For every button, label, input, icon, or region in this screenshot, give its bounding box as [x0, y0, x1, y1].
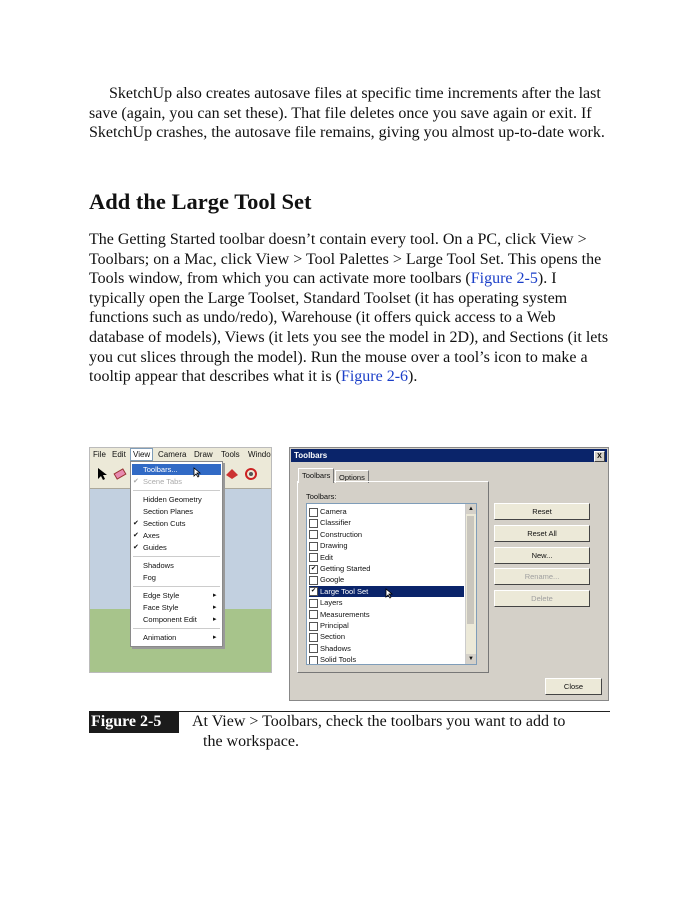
reset-button[interactable]: Reset — [494, 503, 590, 520]
toolbars-dialog — [289, 447, 609, 701]
menu-item-guides[interactable]: ✔ Guides — [143, 542, 167, 553]
eraser-icon[interactable] — [112, 466, 128, 482]
follow-me-icon[interactable] — [224, 466, 240, 482]
toolbar-list-item[interactable] — [309, 586, 464, 597]
menubar — [90, 448, 271, 462]
menu-file[interactable]: File — [93, 450, 106, 459]
toolbar-list-item-label: Section — [320, 632, 346, 642]
toolbar-list-item[interactable] — [309, 529, 464, 540]
scroll-up-icon[interactable]: ▲ — [466, 504, 476, 514]
checkbox-icon[interactable] — [309, 530, 318, 539]
select-arrow-icon[interactable] — [94, 466, 110, 482]
delete-button: Delete — [494, 590, 590, 607]
checkbox-icon[interactable] — [309, 576, 318, 585]
toolbar-list-item[interactable] — [309, 654, 464, 665]
checkbox-icon[interactable] — [309, 519, 318, 528]
menu-tools[interactable]: Tools — [221, 450, 240, 459]
toolbar-list-item-label: Large Tool Set — [320, 586, 369, 596]
checkbox-icon[interactable] — [309, 656, 318, 665]
toolbar-list-item-label: Edit — [320, 552, 333, 562]
menu-item-axes[interactable]: ✔ Axes — [143, 530, 160, 541]
dialog-titlebar — [291, 449, 607, 462]
toolbar-list-item[interactable] — [309, 643, 464, 654]
toolbar-list-item-label: Principal — [320, 621, 349, 630]
close-icon[interactable]: X — [594, 451, 605, 462]
menu-item-face-style[interactable]: Face Style ▸ — [143, 602, 178, 613]
toolbar-list-item[interactable] — [309, 552, 464, 563]
view-menu-screenshot — [89, 447, 272, 673]
checkbox-icon[interactable] — [309, 633, 318, 642]
caption-line-1: At View > Toolbars, check the toolbars you want to add to — [192, 713, 566, 730]
toolbar-list-item[interactable] — [309, 540, 464, 551]
toolbar-list-item[interactable] — [309, 574, 464, 585]
toolbars-list[interactable] — [306, 503, 477, 665]
toolbar-list-item-label: Camera — [320, 507, 347, 516]
checkbox-icon[interactable] — [309, 508, 318, 517]
view-dropdown-menu — [130, 461, 223, 647]
menu-item-section-planes[interactable]: Section Planes — [143, 507, 194, 516]
checkbox-icon[interactable] — [309, 644, 318, 653]
tab-options[interactable]: Options — [335, 470, 369, 483]
menu-item-shadows[interactable]: Shadows — [143, 561, 174, 570]
figure-caption — [192, 712, 610, 752]
dialog-title: Toolbars — [294, 451, 328, 460]
intro-paragraph: SketchUp also creates autosave files at specific time increments after the last save (again, you can set these). That file deletes once you save again or exit. If SketchUp crashes, the autosave file remains, giving you almost up-to-date work. — [89, 85, 605, 142]
checkbox-icon[interactable] — [309, 610, 318, 619]
body-text-3: ). — [408, 368, 418, 386]
menu-item-animation[interactable]: Animation ▸ — [143, 632, 176, 643]
toolbar-list-item[interactable] — [309, 609, 464, 620]
toolbar-list-item[interactable] — [309, 620, 464, 631]
tab-toolbars[interactable]: Toolbars — [298, 468, 334, 483]
toolbar-list-item[interactable] — [309, 631, 464, 642]
checkbox-icon[interactable] — [309, 622, 318, 631]
checked-checkbox-icon[interactable]: ✔ — [310, 588, 317, 595]
scroll-down-icon[interactable]: ▼ — [466, 654, 476, 664]
toolbar-list-item[interactable] — [309, 563, 464, 574]
checked-checkbox-icon[interactable]: ✔ — [310, 565, 317, 572]
toolbar-list-item[interactable] — [309, 517, 464, 528]
body-text-2: ). I typically open the Large Toolset, Standard Toolset (it has operating system functions such as undo/redo), Warehouse (it offers quick access to a Web database of models), Views (it lets you see the model in 2D), and Sections (it lets you cut slices through the model). Run the mouse over a tool’s icon to make a tooltip appear that describes what it is ( — [89, 270, 609, 386]
toolbar-list-item-label: Getting Started — [320, 564, 371, 573]
menu-draw[interactable]: Draw — [194, 450, 213, 459]
toolbar-list-item-label: Construction — [320, 529, 363, 539]
menu-separator — [133, 490, 220, 491]
new-button[interactable]: New... — [494, 547, 590, 564]
reset-all-button[interactable]: Reset All — [494, 525, 590, 542]
menu-separator — [133, 586, 220, 587]
checkbox-icon[interactable] — [309, 599, 318, 608]
toolbar-list-item[interactable] — [309, 506, 464, 517]
menu-separator — [133, 556, 220, 557]
list-label: Toolbars: — [306, 492, 337, 501]
menu-separator — [133, 628, 220, 629]
orbit-icon[interactable] — [243, 466, 259, 482]
menu-window[interactable]: Windo — [248, 450, 271, 459]
body-text-1: The Getting Started toolbar doesn’t contain every tool. On a PC, click View > Toolbars; on a Mac, click View > Tool Palettes > Large Tool Set. This opens the Tools window, from which you can activate more toolbars ( — [89, 231, 602, 288]
menu-item-toolbars[interactable]: Toolbars... — [132, 464, 221, 475]
toolbar-list-item-label: Drawing — [320, 541, 348, 551]
menu-item-fog[interactable]: Fog — [143, 573, 156, 582]
checkbox-icon[interactable] — [309, 542, 318, 551]
scroll-thumb[interactable] — [467, 516, 474, 624]
close-button[interactable]: Close — [545, 678, 602, 695]
menu-item-edge-style[interactable]: Edge Style ▸ — [143, 590, 179, 601]
caption-line-2: the workspace. — [203, 733, 299, 750]
rename-button: Rename... — [494, 568, 590, 585]
body-paragraph — [89, 230, 611, 387]
section-heading: Add the Large Tool Set — [89, 189, 312, 214]
figure-label: Figure 2-5 — [89, 711, 179, 733]
toolbar-list-item[interactable] — [309, 597, 464, 608]
toolbar-list-item-label: Layers — [320, 598, 343, 608]
checkbox-icon[interactable] — [309, 553, 318, 562]
toolbar-list-item-label: Solid Tools — [320, 655, 357, 665]
menu-item-hidden-geometry[interactable]: Hidden Geometry — [143, 495, 202, 504]
menu-edit[interactable]: Edit — [112, 450, 126, 459]
toolbar-list-item-label: Classifier — [320, 518, 351, 528]
figure-2-6-link[interactable]: Figure 2-6 — [340, 368, 409, 386]
toolbar-list-item-label: Measurements — [320, 609, 370, 619]
toolbar-list-item-label: Shadows — [320, 643, 351, 653]
toolbar-list-item-label: Google — [320, 575, 345, 585]
list-scrollbar[interactable] — [465, 504, 476, 664]
menu-camera[interactable]: Camera — [158, 450, 187, 459]
menu-item-section-cuts[interactable]: ✔ Section Cuts — [143, 518, 186, 529]
figure-2-5-link[interactable]: Figure 2-5 — [470, 270, 538, 288]
menu-item-component-edit[interactable]: Component Edit ▸ — [143, 614, 197, 625]
menu-view[interactable]: View — [130, 448, 153, 461]
menu-item-scene-tabs: ✔ Scene Tabs — [143, 476, 182, 487]
mouse-cursor-icon — [193, 467, 201, 480]
